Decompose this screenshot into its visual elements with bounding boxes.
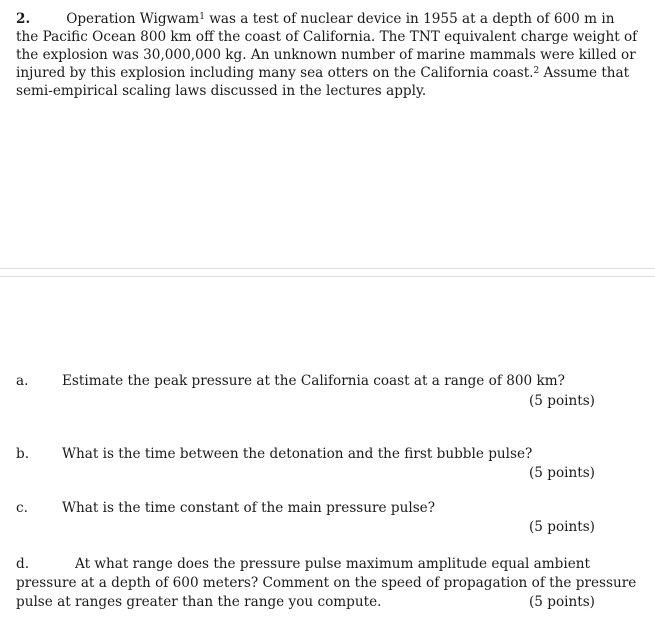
footnote-marker-1[interactable]: 1 <box>199 12 205 22</box>
part-b-label: b. <box>16 446 30 462</box>
part-c-points: (5 points) <box>528 519 595 535</box>
part-c-label: c. <box>16 500 28 516</box>
part-b-question: What is the time between the detonation and the first bubble pulse? <box>62 446 533 462</box>
section-divider-top <box>0 268 655 269</box>
intro-text-end: Assume that semi-empirical scaling laws discussed in the lectures apply. <box>16 65 630 99</box>
part-a-question: Estimate the peak pressure at the California coast at a range of 800 km? <box>62 373 565 389</box>
question-number: 2. <box>16 11 31 27</box>
part-d-label: d. <box>16 556 30 572</box>
question-intro <box>16 10 641 100</box>
intro-text-body: was a test of nuclear device in 1955 at a depth of 600 m in the Pacific Ocean 800 km off the coast of California. The TNT equivalent charge weight of the explosion was 30,000,000 kg. An unknown number of marine mammals were killed or injured by this explosion including many sea otters on the California coast. <box>16 11 638 81</box>
part-a-points: (5 points) <box>528 393 595 409</box>
part-a-label: a. <box>16 373 29 389</box>
part-d-points: (5 points) <box>528 594 595 610</box>
intro-text-start: Operation Wigwam <box>66 11 200 27</box>
part-d <box>16 555 641 612</box>
part-c-question: What is the time constant of the main pressure pulse? <box>62 500 436 516</box>
footnote-marker-2[interactable]: 2 <box>533 66 540 76</box>
part-d-question: At what range does the pressure pulse maximum amplitude equal ambient pressure at a depth of 600 meters? Comment on the speed of propagation of the pressure pulse at ranges greater than the range you compute. <box>16 556 637 610</box>
part-b-points: (5 points) <box>528 465 595 481</box>
section-divider-bottom <box>0 276 655 277</box>
